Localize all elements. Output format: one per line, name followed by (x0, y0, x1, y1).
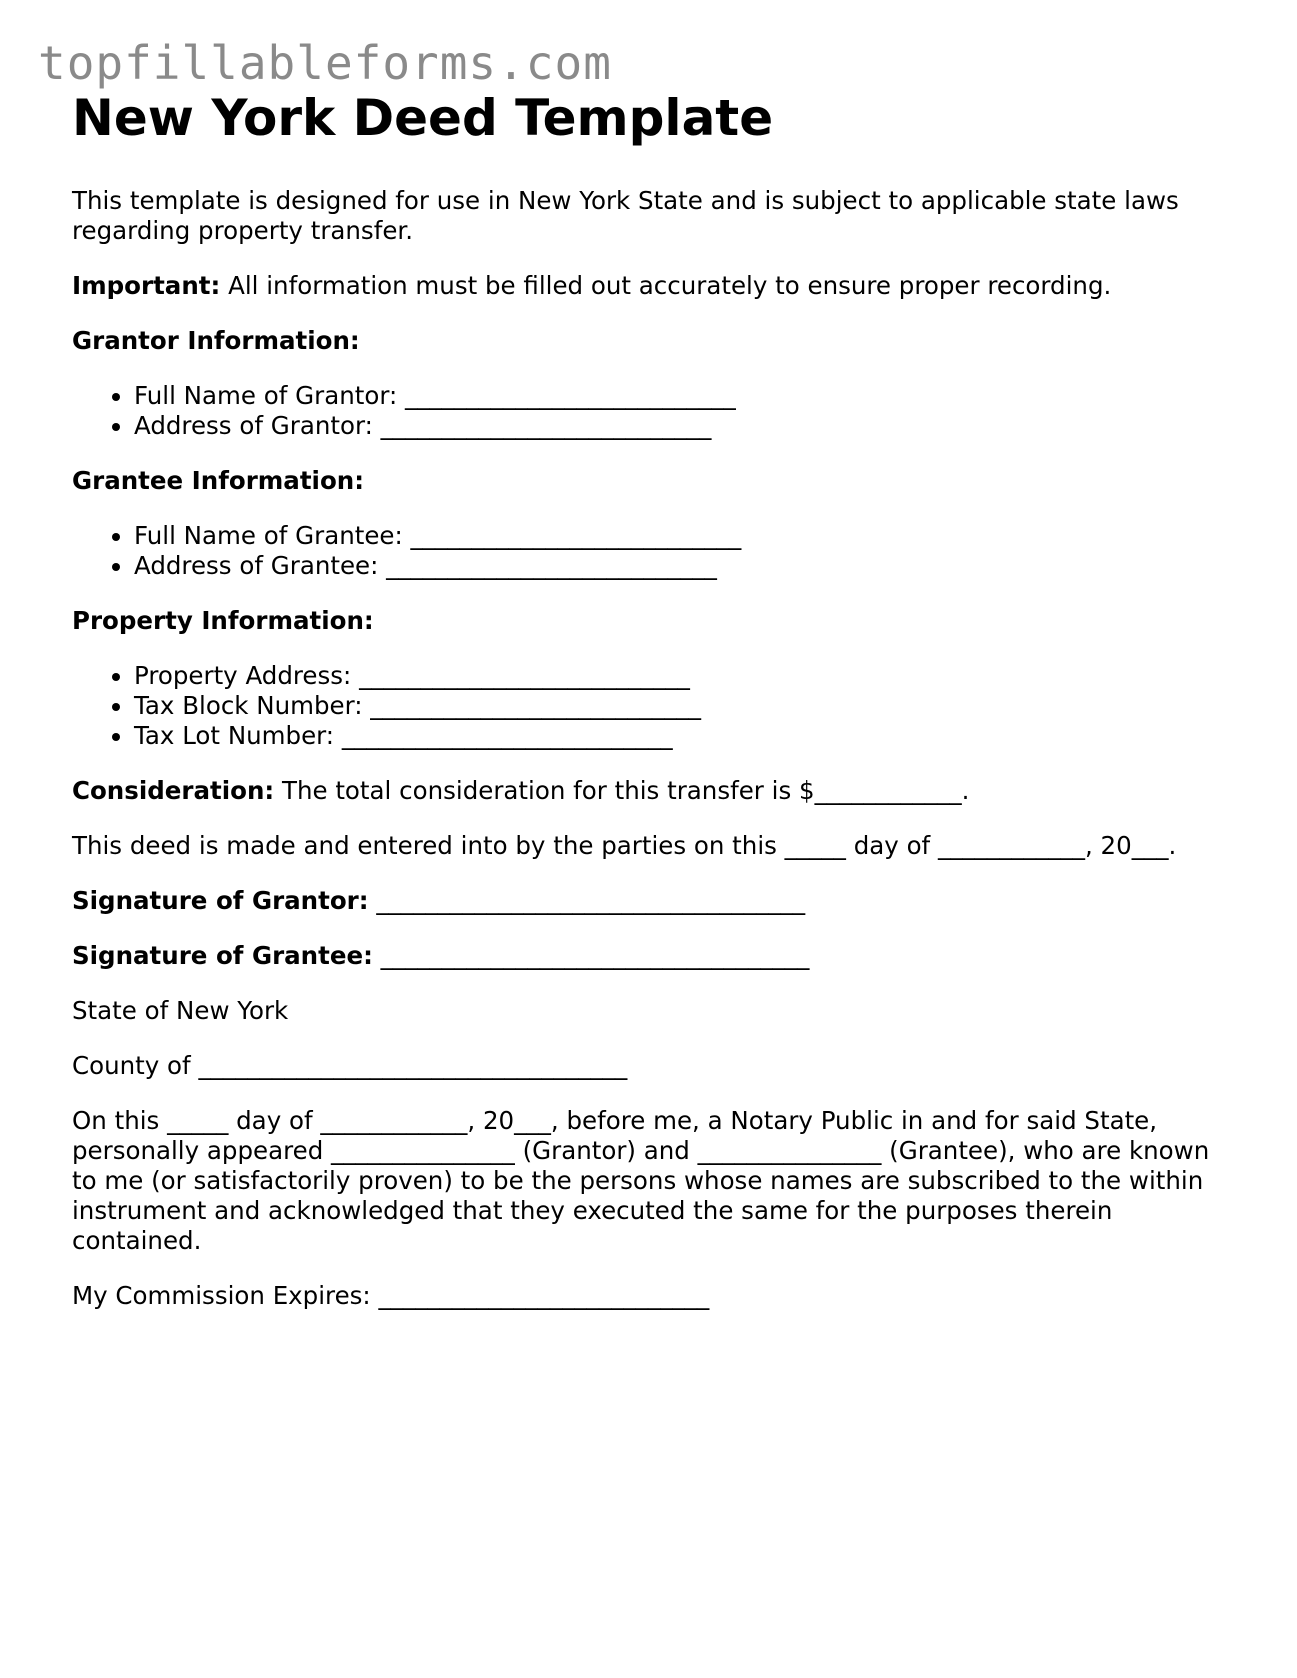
grantor-address-field: • Address of Grantor: ___________________________ (134, 411, 1232, 441)
grantee-signature-blank: ___________________________________ (372, 940, 810, 970)
grantee-signature-label: Signature of Grantee: (72, 940, 373, 970)
grantee-list (72, 521, 1232, 581)
grantee-heading: Grantee Information: (72, 465, 365, 495)
important-text: All information must be filled out accurately to ensure proper recording. (220, 270, 1112, 300)
property-list (72, 661, 1232, 751)
grantor-heading: Grantor Information: (72, 325, 360, 355)
tax-block-field: • Tax Block Number: ___________________________ (134, 691, 1232, 721)
page-title: New York Deed Template (72, 89, 774, 147)
grantee-address-field: • Address of Grantee: ___________________________ (134, 551, 1232, 581)
grantor-signature-line (72, 886, 1232, 916)
deed-document (72, 90, 1232, 1336)
grantor-list (72, 381, 1232, 441)
grantee-signature-line (72, 941, 1232, 971)
grantor-signature-label: Signature of Grantor: (72, 885, 369, 915)
consideration-line (72, 776, 1232, 806)
property-address-field: • Property Address: ___________________________ (134, 661, 1232, 691)
tax-lot-field: • Tax Lot Number: ___________________________ (134, 721, 1232, 751)
deed-date-line: This deed is made and entered into by the parties on this _____ day of ____________, 20___. (72, 830, 1177, 860)
important-label: Important: (72, 270, 221, 300)
grantor-signature-blank: ___________________________________ (368, 885, 806, 915)
state-line: State of New York (72, 995, 289, 1025)
consideration-label: Consideration: (72, 775, 275, 805)
notary-paragraph: On this _____ day of ____________, 20___, before me, a Notary Public in and for said State, personally appeared _______________ (Grantor) and _______________ (Grantee), who are known to me (or satisfactorily proven) to be the persons whose names are subscribed to the within instrument and acknowledged that they executed the same for the purposes therein contained. (72, 1105, 1210, 1255)
property-heading: Property Information: (72, 605, 374, 635)
commission-expiry-line: My Commission Expires: ___________________________ (72, 1280, 710, 1310)
county-line: County of ___________________________________ (72, 1050, 628, 1080)
site-watermark: topfillableforms.com (38, 36, 612, 90)
intro-paragraph: This template is designed for use in New York State and is subject to applicable state laws regarding property transfer. (72, 185, 1179, 245)
important-note (72, 271, 1232, 301)
grantee-name-field: • Full Name of Grantee: ___________________________ (134, 521, 1232, 551)
consideration-text: The total consideration for this transfer is $____________. (274, 775, 970, 805)
grantor-name-field: • Full Name of Grantor: ___________________________ (134, 381, 1232, 411)
